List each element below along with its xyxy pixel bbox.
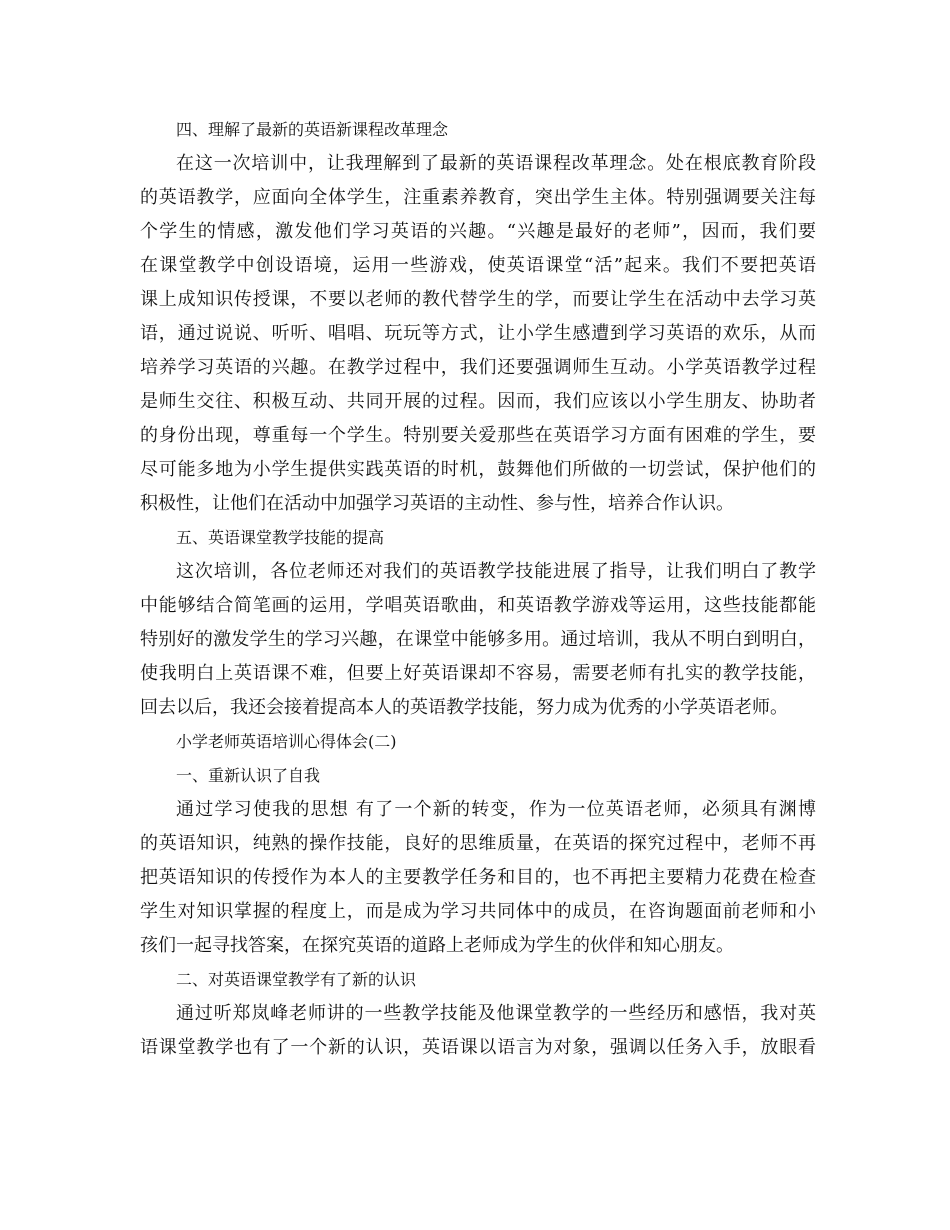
paragraph-line: 通过学习使我的思想 有了一个新的转变，作为一位英语老师，必须具有渊博 xyxy=(176,799,816,820)
paragraph-line: 是师生交往、积极互动、共同开展的过程。因而，我们应该以小学生朋友、协助者 xyxy=(140,391,816,412)
paragraph-line: 个学生的情感，激发他们学习英语的兴趣。“兴趣是最好的老师”，因而，我们要 xyxy=(140,221,816,242)
section-heading: 小学老师英语培训心得体会(二) xyxy=(176,732,397,751)
paragraph xyxy=(140,555,816,725)
paragraph xyxy=(140,147,816,521)
paragraph-line: 课上成知识传授课，不要以老师的教代替学生的学，而要让学生在活动中去学习英 xyxy=(140,289,816,310)
paragraph-line: 积极性，让他们在活动中加强学习英语的主动性、参与性，培养合作认识。 xyxy=(140,493,734,514)
paragraph-line: 这次培训，各位老师还对我们的英语教学技能进展了指导，让我们明白了教学 xyxy=(176,561,816,582)
paragraph-line: 孩们一起寻找答案，在探究英语的道路上老师成为学生的伙伴和知心朋友。 xyxy=(140,935,734,956)
paragraph-line: 培养学习英语的兴趣。在教学过程中，我们还要强调师生互动。小学英语教学过程 xyxy=(140,357,816,378)
paragraph-line: 的英语教学，应面向全体学生，注重素养教育，突出学生主体。特别强调要关注每 xyxy=(140,187,816,208)
section-heading: 五、英语课堂教学技能的提高 xyxy=(176,528,385,547)
paragraph-line: 特别好的激发学生的学习兴趣，在课堂中能够多用。通过培训，我从不明白到明白， xyxy=(140,629,816,650)
paragraph-line: 使我明白上英语课不难，但要上好英语课却不容易，需要老师有扎实的教学技能， xyxy=(140,663,816,684)
paragraph-line: 语课堂教学也有了一个新的认识，英语课以语言为对象，强调以任务入手，放眼看 xyxy=(140,1037,816,1058)
paragraph-line: 的身份出现，尊重每一个学生。特别要关爱那些在英语学习方面有困难的学生，要 xyxy=(140,425,816,446)
paragraph-line: 的英语知识，纯熟的操作技能，良好的思维质量，在英语的探究过程中，老师不再 xyxy=(140,833,816,854)
section-heading: 一、重新认识了自我 xyxy=(176,766,321,785)
paragraph-line: 在课堂教学中创设语境，运用一些游戏，使英语课堂“活”起来。我们不要把英语 xyxy=(140,255,816,276)
paragraph-line: 把英语知识的传授作为本人的主要教学任务和目的，也不再把主要精力花费在检查 xyxy=(140,867,816,888)
paragraph-line: 在这一次培训中，让我理解到了最新的英语课程改革理念。处在根底教育阶段 xyxy=(176,153,816,174)
paragraph-line: 语，通过说说、听听、唱唱、玩玩等方式，让小学生感遭到学习英语的欢乐，从而 xyxy=(140,323,816,344)
paragraph xyxy=(140,997,816,1065)
paragraph-line: 学生对知识掌握的程度上，而是成为学习共同体中的成员，在咨询题面前老师和小 xyxy=(140,901,816,922)
section-heading: 二、对英语课堂教学有了新的认识 xyxy=(176,970,417,989)
document-page xyxy=(140,113,816,1065)
section-heading: 四、理解了最新的英语新课程改革理念 xyxy=(176,120,449,139)
paragraph xyxy=(140,793,816,963)
paragraph-line: 回去以后，我还会接着提高本人的英语教学技能，努力成为优秀的小学英语老师。 xyxy=(140,697,788,718)
paragraph-line: 尽可能多地为小学生提供实践英语的时机，鼓舞他们所做的一切尝试，保护他们的 xyxy=(140,459,816,480)
paragraph-line: 通过听郑岚峰老师讲的一些教学技能及他课堂教学的一些经历和感悟，我对英 xyxy=(176,1003,816,1024)
paragraph-line: 中能够结合简笔画的运用，学唱英语歌曲，和英语教学游戏等运用，这些技能都能 xyxy=(140,595,816,616)
